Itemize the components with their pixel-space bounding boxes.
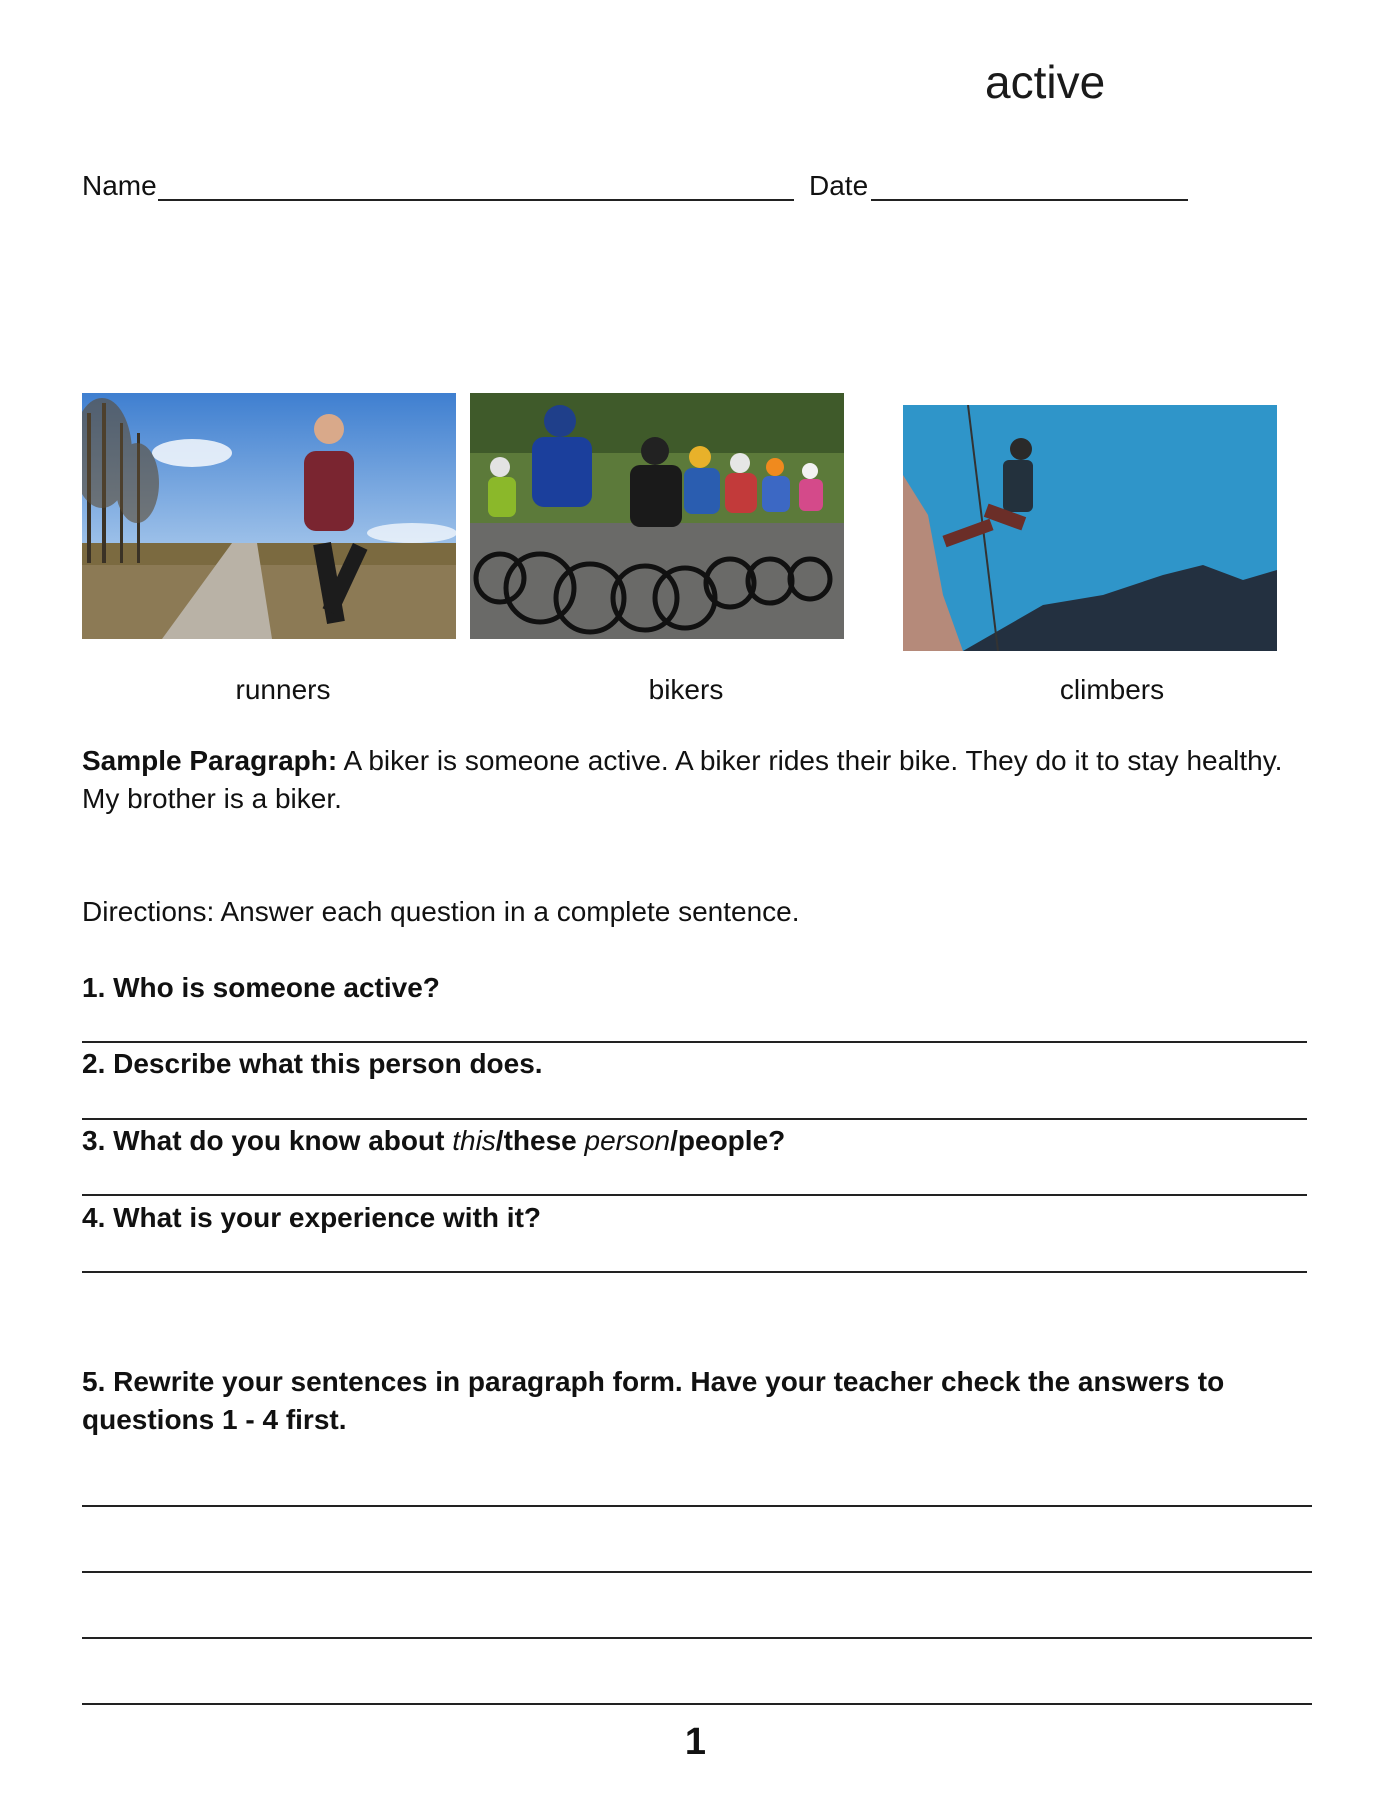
caption-bikers: bikers	[648, 674, 724, 705]
page-number: 1	[684, 1721, 707, 1763]
date-label: Date	[809, 170, 869, 201]
question-5: 5. Rewrite your sentences in paragraph form. Have your teacher check the answers to questions 1 - 4 first.	[82, 1366, 1225, 1435]
question-4: 4. What is your experience with it?	[82, 1202, 541, 1233]
directions: Directions: Answer each question in a complete sentence.	[82, 896, 800, 927]
question-3	[82, 1123, 785, 1159]
question-3-part: 3. What do you know about	[82, 1125, 453, 1156]
climber-photo	[903, 405, 1277, 651]
question-3-part: /these	[495, 1125, 585, 1156]
name-field[interactable]	[158, 199, 794, 201]
bikers-photo	[470, 393, 844, 639]
paragraph-line-4[interactable]	[82, 1703, 1312, 1705]
question-3-part: /people?	[670, 1125, 786, 1156]
answer-line-3[interactable]	[82, 1194, 1307, 1196]
caption-runners: runners	[235, 674, 331, 705]
date-field[interactable]	[871, 199, 1188, 201]
answer-line-2[interactable]	[82, 1118, 1307, 1120]
answer-line-4[interactable]	[82, 1271, 1307, 1273]
paragraph-line-1[interactable]	[82, 1505, 1312, 1507]
question-2: 2. Describe what this person does.	[82, 1048, 543, 1079]
answer-line-1[interactable]	[82, 1041, 1307, 1043]
caption-climbers: climbers	[1059, 674, 1165, 705]
question-1: 1. Who is someone active?	[82, 972, 440, 1003]
sample-paragraph-text: A biker is someone active. A biker rides their bike. They do it to stay healthy. My brother is a biker.	[82, 745, 1283, 814]
sample-paragraph-label: Sample Paragraph:	[82, 745, 338, 776]
sample-paragraph	[82, 742, 1322, 818]
name-label: Name	[82, 170, 157, 201]
runner-photo	[82, 393, 456, 639]
question-3-italic: person	[584, 1125, 671, 1156]
page-title: active	[985, 56, 1106, 108]
paragraph-line-3[interactable]	[82, 1637, 1312, 1639]
question-3-italic: this	[452, 1125, 496, 1156]
paragraph-line-2[interactable]	[82, 1571, 1312, 1573]
